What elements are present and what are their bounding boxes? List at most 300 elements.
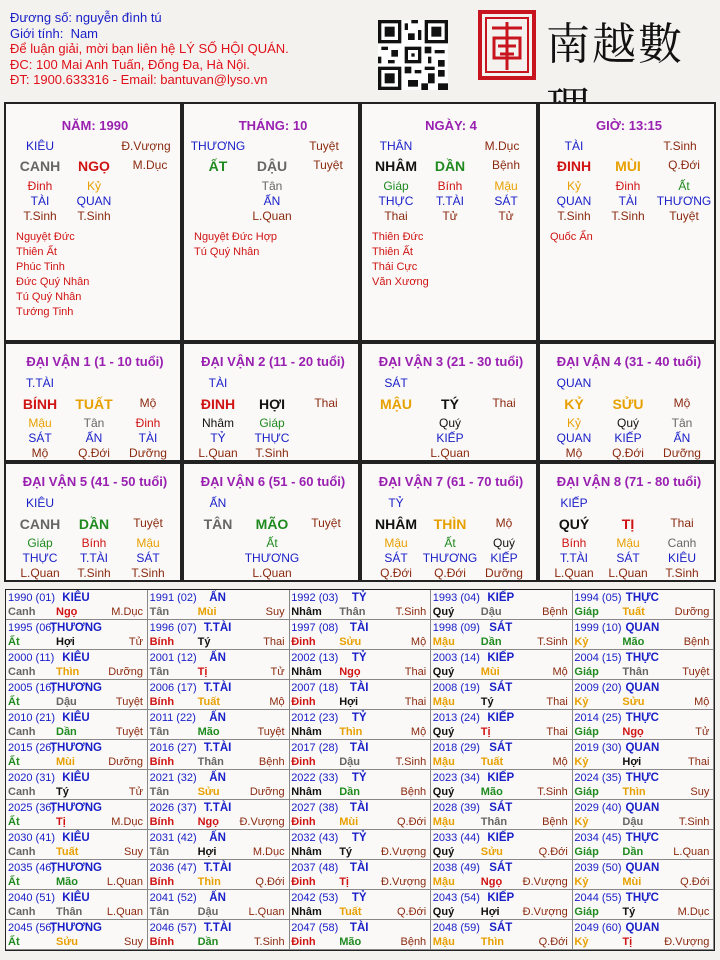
year-cell [289,830,431,860]
year-branch: Ngọ [622,726,644,738]
dai-van-branch: MÃO [255,516,289,532]
year-branch: Hợi [480,906,500,918]
year-god: T.TÀI [203,622,232,634]
year-phase: L.Quan [106,906,143,918]
year-stem: Canh [8,786,36,798]
year-stem: Kỷ [574,936,589,948]
year-branch: Tị [480,726,491,738]
dai-van-branch: TÝ [441,396,459,412]
year-stem: Đinh [291,756,316,768]
special-star: Nguyệt Đức Hợp [194,231,278,243]
brand-logo: 南越數 [546,19,684,70]
hidden-stem-god: SÁT [136,551,160,565]
year-phase: Tử [128,786,143,798]
hidden-stem-god: QUAN [76,194,112,208]
year-phase: T.Sinh [254,936,285,948]
year-god: TỶ [351,772,367,784]
hidden-stem-god: T.TÀI [559,551,589,565]
special-star: Quốc Ấn [550,231,593,243]
year-label: 1990 (01) [8,592,56,604]
year-stem: Ất [8,696,20,708]
special-star: Thái Cực [372,261,418,273]
year-god: KIẾP [487,712,515,724]
year-phase: Thai [687,756,710,768]
year-stem: Giáp [574,726,599,738]
year-phase: Tuyệt [257,726,285,738]
year-label: 2045 (56) [8,922,56,934]
year-cell [572,590,714,620]
year-stem: Nhâm [291,606,322,618]
year-cell [148,800,290,830]
year-phase: L.Quan [673,846,710,858]
hidden-stem-phase: Q.Đới [380,566,412,580]
special-star: Phúc Tinh [16,261,65,273]
year-god: ẤN [209,832,226,844]
dai-van-stem: KỶ [564,396,584,412]
hidden-stem: Ất [678,179,690,193]
year-label: 2027 (38) [291,802,339,814]
hidden-stem-god: ẤN [263,194,281,208]
year-branch: Hợi [56,636,75,648]
year-label: 1994 (05) [574,592,622,604]
special-star: Văn Xương [372,276,429,288]
year-phase: Q.Đới [680,876,710,888]
year-branch: Tuất [197,696,220,708]
pillar-stem: ĐINH [556,158,592,174]
year-cell [6,710,148,740]
hidden-stem-god: T.TÀI [435,194,465,208]
year-stem: Tân [149,606,170,618]
year-stem: Canh [8,726,36,738]
hidden-stem-phase: T.Sinh [23,209,57,223]
year-stem: Giáp [574,906,599,918]
year-phase: Bệnh [542,606,568,618]
dai-van-card [4,462,182,582]
contact-line: Để luận giải, mời bạn liên hệ LÝ SỐ HỘI QUÁN. [10,41,289,56]
year-stem: Nhâm [291,786,322,798]
year-cell [431,710,573,740]
hidden-stem: Bính [437,179,463,193]
hidden-stem-phase: Dưỡng [129,446,167,460]
year-branch: Mùi [480,666,500,678]
year-god: TÀI [349,742,369,754]
year-branch: Mùi [622,876,642,888]
year-cell [431,800,573,830]
year-branch: Dậu [339,756,360,768]
year-branch: Mão [339,936,362,948]
hidden-stem-god: SÁT [616,551,640,565]
year-label: 2043 (54) [432,892,480,904]
year-branch: Thìn [56,666,80,678]
year-branch: Thân [339,606,366,618]
year-cell [148,860,290,890]
dai-van-stem: CANH [19,516,61,532]
year-phase: T.Sinh [537,636,568,648]
year-phase: Đ.Vượng [381,846,427,858]
year-god: T.TÀI [203,682,232,694]
year-stem: Đinh [291,816,316,828]
year-label: 2014 (25) [574,712,622,724]
year-label: 2034 (45) [574,832,622,844]
year-label: 2044 (55) [574,892,622,904]
year-cell [431,860,573,890]
year-branch: Tị [622,936,633,948]
year-cell [148,740,290,770]
year-stem: Bính [149,936,175,948]
year-label: 1993 (04) [432,592,480,604]
year-stem: Đinh [291,636,316,648]
year-stem: Nhâm [291,726,322,738]
year-phase: Bệnh [683,636,710,648]
year-branch: Ngọ [480,876,503,888]
year-stem: Bính [149,816,175,828]
year-label: 2031 (42) [149,832,197,844]
hidden-stem: Tân [83,416,105,430]
pillar-branch: MÙI [615,158,641,174]
year-stem: Kỷ [574,756,589,768]
hidden-stem-god: TÀI [138,431,158,445]
year-cell [572,620,714,650]
pillar-title: NGÀY: 4 [425,118,477,133]
year-label: 2016 (27) [149,742,197,754]
year-god: KIÊU [62,772,90,784]
hidden-stem-god: TÀI [618,194,638,208]
gender-line: Giới tính: Nam [10,25,99,41]
year-god: KIÊU [62,712,90,724]
year-branch: Mùi [339,816,359,828]
year-branch: Dần [197,936,219,948]
year-god: T.TÀI [203,862,232,874]
hidden-stem-phase: Q.Đới [434,566,466,580]
year-phase: Mộ [694,696,710,708]
dai-van-god: ẤN [209,496,227,510]
pillar-title: THÁNG: 10 [238,118,308,133]
dai-van-god: QUAN [556,376,592,390]
year-cell [572,680,714,710]
year-stem: Quý [432,606,455,618]
hidden-stem: Kỷ [86,179,102,193]
year-stem: Đinh [291,876,316,888]
year-god: KIÊU [62,652,90,664]
dai-van-stem: BÍNH [22,396,58,412]
hidden-stem: Ất [444,536,456,550]
hidden-stem: Quý [492,536,516,550]
year-phase: M.Dục [111,816,143,828]
hidden-stem-phase: Tử [442,209,458,223]
year-branch: Sửu [622,696,645,708]
hidden-stem-phase: Mộ [31,446,49,460]
hidden-stem: Bính [81,536,107,550]
hidden-stem-god: TÀI [30,194,50,208]
year-cell [289,710,431,740]
hidden-stem-phase: Tử [498,209,514,223]
year-cell [289,620,431,650]
year-cell [572,710,714,740]
hidden-stem-phase: T.Sinh [557,209,591,223]
dai-van-god: TỶ [388,496,404,510]
pillar-branch: NGỌ [78,158,110,174]
year-branch: Thân [622,666,649,678]
year-cell [6,590,148,620]
year-phase: M.Dục [677,906,710,918]
year-label: 2040 (51) [8,892,56,904]
year-label: 2022 (33) [291,772,339,784]
year-branch: Dậu [622,816,644,828]
year-cell [431,740,573,770]
hidden-stem: Quý [438,416,462,430]
year-god: ẤN [209,712,226,724]
hidden-stem: Nhâm [201,416,235,430]
hidden-stem: Kỷ [566,179,582,193]
year-phase: T.Sinh [395,756,427,768]
pillar-stem-phase: Đ.Vượng [121,139,171,153]
year-cell [431,590,573,620]
year-cell [148,830,290,860]
year-label: 2010 (21) [8,712,56,724]
hidden-stem-god: SÁT [494,194,518,208]
year-stem: Giáp [574,606,599,618]
year-god: KIÊU [62,592,90,604]
year-cell [6,830,148,860]
year-god: T.TÀI [203,922,232,934]
year-cell [148,590,290,620]
year-stem: Ất [8,756,20,768]
year-branch: Dần [56,726,77,738]
year-cell [289,740,431,770]
pillar-branch-phase: Bệnh [491,158,521,172]
dai-van-title: ĐẠI VẬN 2 (11 - 20 tuổi) [201,354,345,369]
year-branch: Hợi [622,756,642,768]
dai-van-phase: Thai [314,396,338,410]
year-god: THƯƠNG [50,742,102,754]
year-branch: Sửu [339,636,362,648]
year-god: KIẾP [487,892,515,904]
hidden-stem-god: KIẾP [614,431,642,445]
special-stars-list [550,230,593,245]
year-cell [572,800,714,830]
year-label: 2004 (15) [574,652,622,664]
hidden-stem: Tân [261,179,283,193]
year-stem: Quý [432,786,455,798]
year-stem: Kỷ [574,636,589,648]
year-god: THƯƠNG [50,802,102,814]
dai-van-stem: MẬU [380,396,412,412]
header-info [10,10,350,88]
special-stars-list [16,230,89,320]
year-branch: Dần [622,846,644,858]
dai-van-card [4,342,182,462]
dai-van-card [538,342,716,462]
dai-van-title: ĐẠI VẬN 5 (41 - 50 tuổi) [22,474,168,489]
pillar-stem: CANH [19,158,61,174]
hidden-stem-god: SÁT [384,551,408,565]
year-cell [431,770,573,800]
year-label: 1997 (08) [291,622,339,634]
year-label: 2048 (59) [432,922,480,934]
pillar-stem-god: THÂN [379,139,413,153]
dai-van-card [538,462,716,582]
hidden-stem-phase: Q.Đới [78,446,110,460]
hidden-stem-god: THƯƠNG [244,551,300,565]
year-cell [148,710,290,740]
year-phase: Đ.Vượng [522,876,568,888]
year-branch: Tuất [622,606,645,618]
year-cell [148,890,290,920]
year-god: THƯƠNG [50,682,102,694]
year-phase: Tuyệt [115,726,143,738]
year-god: KIẾP [487,592,515,604]
year-god: KIÊU [62,832,90,844]
year-branch: Tuất [480,756,504,768]
hidden-stem: Canh [667,536,697,550]
year-stem: Tân [149,726,170,738]
year-branch: Dần [339,786,360,798]
year-label: 2021 (32) [149,772,197,784]
year-god: KIẾP [487,832,515,844]
year-stem: Canh [8,606,36,618]
year-branch: Hợi [339,696,359,708]
special-star: Tướng Tinh [16,306,74,318]
hidden-stem-god: ẤN [85,431,103,445]
dai-van-card [360,462,538,582]
dai-van-phase: Mộ [495,516,513,530]
year-cell [289,770,431,800]
special-star: Thiên Ất [372,246,413,258]
pillar-branch-phase: Q.Đới [668,158,700,172]
hidden-stem: Đinh [27,179,53,193]
year-god: TÀI [349,862,369,874]
year-god: TỶ [351,652,367,664]
year-label: 2001 (12) [149,652,197,664]
year-branch: Thìn [339,726,363,738]
year-phase: Mộ [552,666,568,678]
dai-van-stem: TÂN [203,516,233,532]
hidden-stem: Đinh [615,179,641,193]
hidden-stem: Giáp [27,536,53,550]
dai-van-stem: NHÂM [375,516,417,532]
dai-van-god: TÀI [208,376,228,390]
year-label: 2007 (18) [291,682,339,694]
year-label: 2028 (39) [432,802,480,814]
year-phase: Suy [690,786,710,798]
year-label: 2003 (14) [432,652,480,664]
year-label: 2012 (23) [291,712,339,724]
year-label: 2037 (48) [291,862,339,874]
hidden-stem-god: KIẾP [436,431,464,445]
hidden-stem-phase: T.Sinh [255,446,289,460]
year-cell [6,770,148,800]
pillar-card [182,102,360,342]
pillar-stem-god: THƯƠNG [190,139,246,153]
year-stem: Quý [432,666,455,678]
year-stem: Đinh [291,696,316,708]
hidden-stem: Đinh [135,416,161,430]
dai-van-god: T.TÀI [25,376,55,390]
year-phase: Thai [404,666,427,678]
year-phase: Suy [265,606,285,618]
hidden-stem-god: ẤN [673,431,691,445]
year-phase: Dưỡng [674,606,710,618]
year-label: 2015 (26) [8,742,56,754]
year-stem: Bính [149,696,175,708]
hidden-stem: Mậu [136,536,160,550]
year-god: TỶ [351,892,367,904]
red-seal-stamp-icon [478,10,536,80]
address-line: ĐC: 100 Mai Anh Tuấn, Đống Đa, Hà Nội. [10,56,250,72]
hidden-stem: Quý [616,416,640,430]
year-cell [289,650,431,680]
year-cell [289,800,431,830]
year-phase: Q.Đới [538,846,568,858]
phone-email-line: ĐT: 1900.633316 - Email: bantuvan@lyso.vn [10,72,268,87]
dai-van-phase: Tuyệt [311,516,341,530]
year-god: THỰC [625,712,659,724]
year-branch: Tị [339,876,349,888]
year-label: 1996 (07) [149,622,197,634]
year-stem: Quý [432,846,455,858]
year-cell [289,860,431,890]
dai-van-phase: Thai [670,516,694,530]
year-stem: Giáp [574,786,599,798]
year-stem: Nhâm [291,846,322,858]
qr-code-icon[interactable] [378,20,448,90]
year-label: 2047 (58) [291,922,339,934]
year-god: ẤN [209,592,226,604]
year-label: 2035 (46) [8,862,56,874]
year-phase: Đ.Vượng [239,816,285,828]
hidden-stem-god: QUAN [556,431,592,445]
year-branch: Ngọ [197,816,219,828]
year-god: THƯƠNG [50,922,102,934]
year-branch: Thìn [622,786,646,798]
year-stem: Quý [432,906,455,918]
year-label: 2023 (34) [432,772,480,784]
year-label: 2038 (49) [432,862,480,874]
year-label: 2025 (36) [8,802,56,814]
year-god: TÀI [349,682,369,694]
pillar-branch-phase: Tuyệt [313,158,343,172]
year-stem: Bính [149,876,175,888]
year-cell [6,860,148,890]
hidden-stem-phase: Dưỡng [663,446,701,460]
year-phase: Bệnh [400,936,427,948]
year-cell [148,620,290,650]
dai-van-title: ĐẠI VẬN 7 (61 - 70 tuổi) [378,474,524,489]
year-cell [6,740,148,770]
pillar-title: NĂM: 1990 [61,118,129,133]
year-god: TỶ [351,712,367,724]
pillar-branch: DẦN [434,158,466,174]
year-branch: Mùi [56,756,75,768]
dai-van-card [360,342,538,462]
year-stem: Ất [8,636,20,648]
pillar-stem-god: TÀI [564,139,584,153]
year-phase: T.Sinh [678,816,710,828]
year-label: 2042 (53) [291,892,339,904]
year-branch: Tị [56,816,66,828]
year-phase: Bệnh [542,816,568,828]
hidden-stem-god: THƯƠNG [422,551,478,565]
hidden-stem-phase: Mộ [565,446,583,460]
hidden-stem-god: THỰC [254,431,290,445]
dai-van-phase: Mộ [673,396,691,410]
year-god: KIẾP [487,652,515,664]
year-stem: Bính [149,756,175,768]
year-label: 2026 (37) [149,802,197,814]
year-label: 2046 (57) [149,922,197,934]
year-label: 2006 (17) [149,682,197,694]
dai-van-title: ĐẠI VẬN 3 (21 - 30 tuổi) [378,354,524,369]
